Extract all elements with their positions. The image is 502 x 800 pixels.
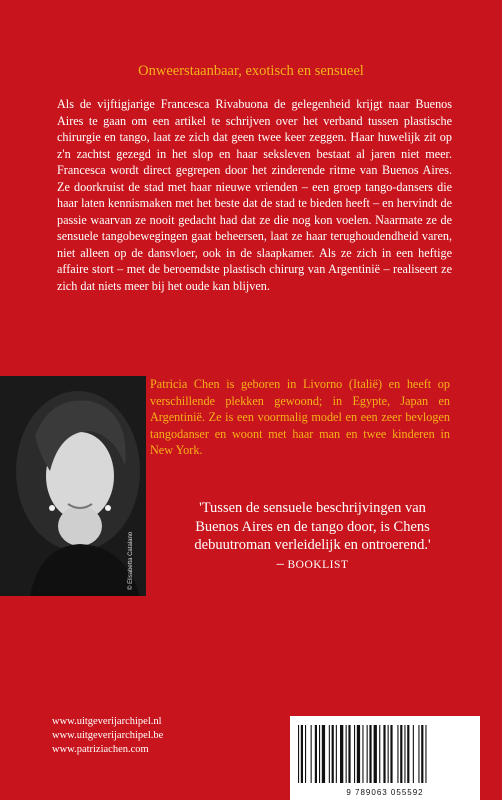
isbn-number: 9 789063 055592 — [346, 788, 424, 797]
website-link-author[interactable]: www.patriziachen.com — [52, 744, 149, 755]
author-bio: Patricia Chen is geboren in Livorno (Italië) en heeft op verschillende plekken gewoond; in Egypte, Japan en Argentinië. Ze is een voormalig model en een zeer bevlogen tangodanser en woont met haar man en twee kinderen in New York. — [150, 377, 450, 458]
book-blurb: Als de vijftigjarige Francesca Rivabuona de gelegenheid krijgt naar Buenos Aires te gaan om een artikel te schrijven over het verband tussen plastische chirurgie en tango, laat ze zich dat geen twee keer zeggen. Haar huwelijk zit op z'n zachtst gezegd in het slop en haar seksleven bestaat al jaren niet meer. Francesca wordt direct gegrepen door het zinderende ritme van Buenos Aires. Ze doorkruist de stad met haar nieuwe vrienden – een groep tango-dansers die haar laten kennismaken met het beste dat de stad te bieden heeft – en hervindt de passie waarvan ze nooit gedacht had dat ze die nog kon voelen. Naarmate ze de sensuele tangobewegingen gaat beheersen, laat ze haar terughoudendheid varen, niet alleen op de dansvloer, ook in de slaapkamer. Als ze zich in een heftige affaire stort – met de beroemdste plastisch chirurg van Argentinië – realiseert ze zich dat niets meer bij het oude kan blijven. — [57, 97, 452, 294]
author-portrait-image — [0, 376, 146, 596]
asterisk-icon: ✱ — [458, 698, 474, 719]
quote-text: 'Tussen de sensuele beschrijvingen van Buenos Aires en de tango door, is Chens debuutroman verleidelijk en ontroerend.' – — [194, 500, 431, 572]
publisher-name: ARCHIPEL — [464, 722, 471, 767]
barcode-box — [290, 716, 480, 800]
review-quote — [190, 499, 435, 574]
photo-credit: © Elisabetta Catalano — [128, 531, 134, 590]
website-link-archipel-be[interactable]: www.uitgeverijarchipel.be — [52, 730, 164, 741]
publisher-logo — [456, 700, 476, 770]
website-list — [52, 715, 163, 757]
barcode-image — [296, 725, 474, 785]
quote-source: BOOKLIST — [287, 558, 349, 571]
tagline: Onweerstaanbaar, exotisch en sensueel — [138, 63, 364, 79]
website-link-archipel-nl[interactable]: www.uitgeverijarchipel.nl — [52, 716, 162, 727]
author-photo — [0, 376, 146, 596]
